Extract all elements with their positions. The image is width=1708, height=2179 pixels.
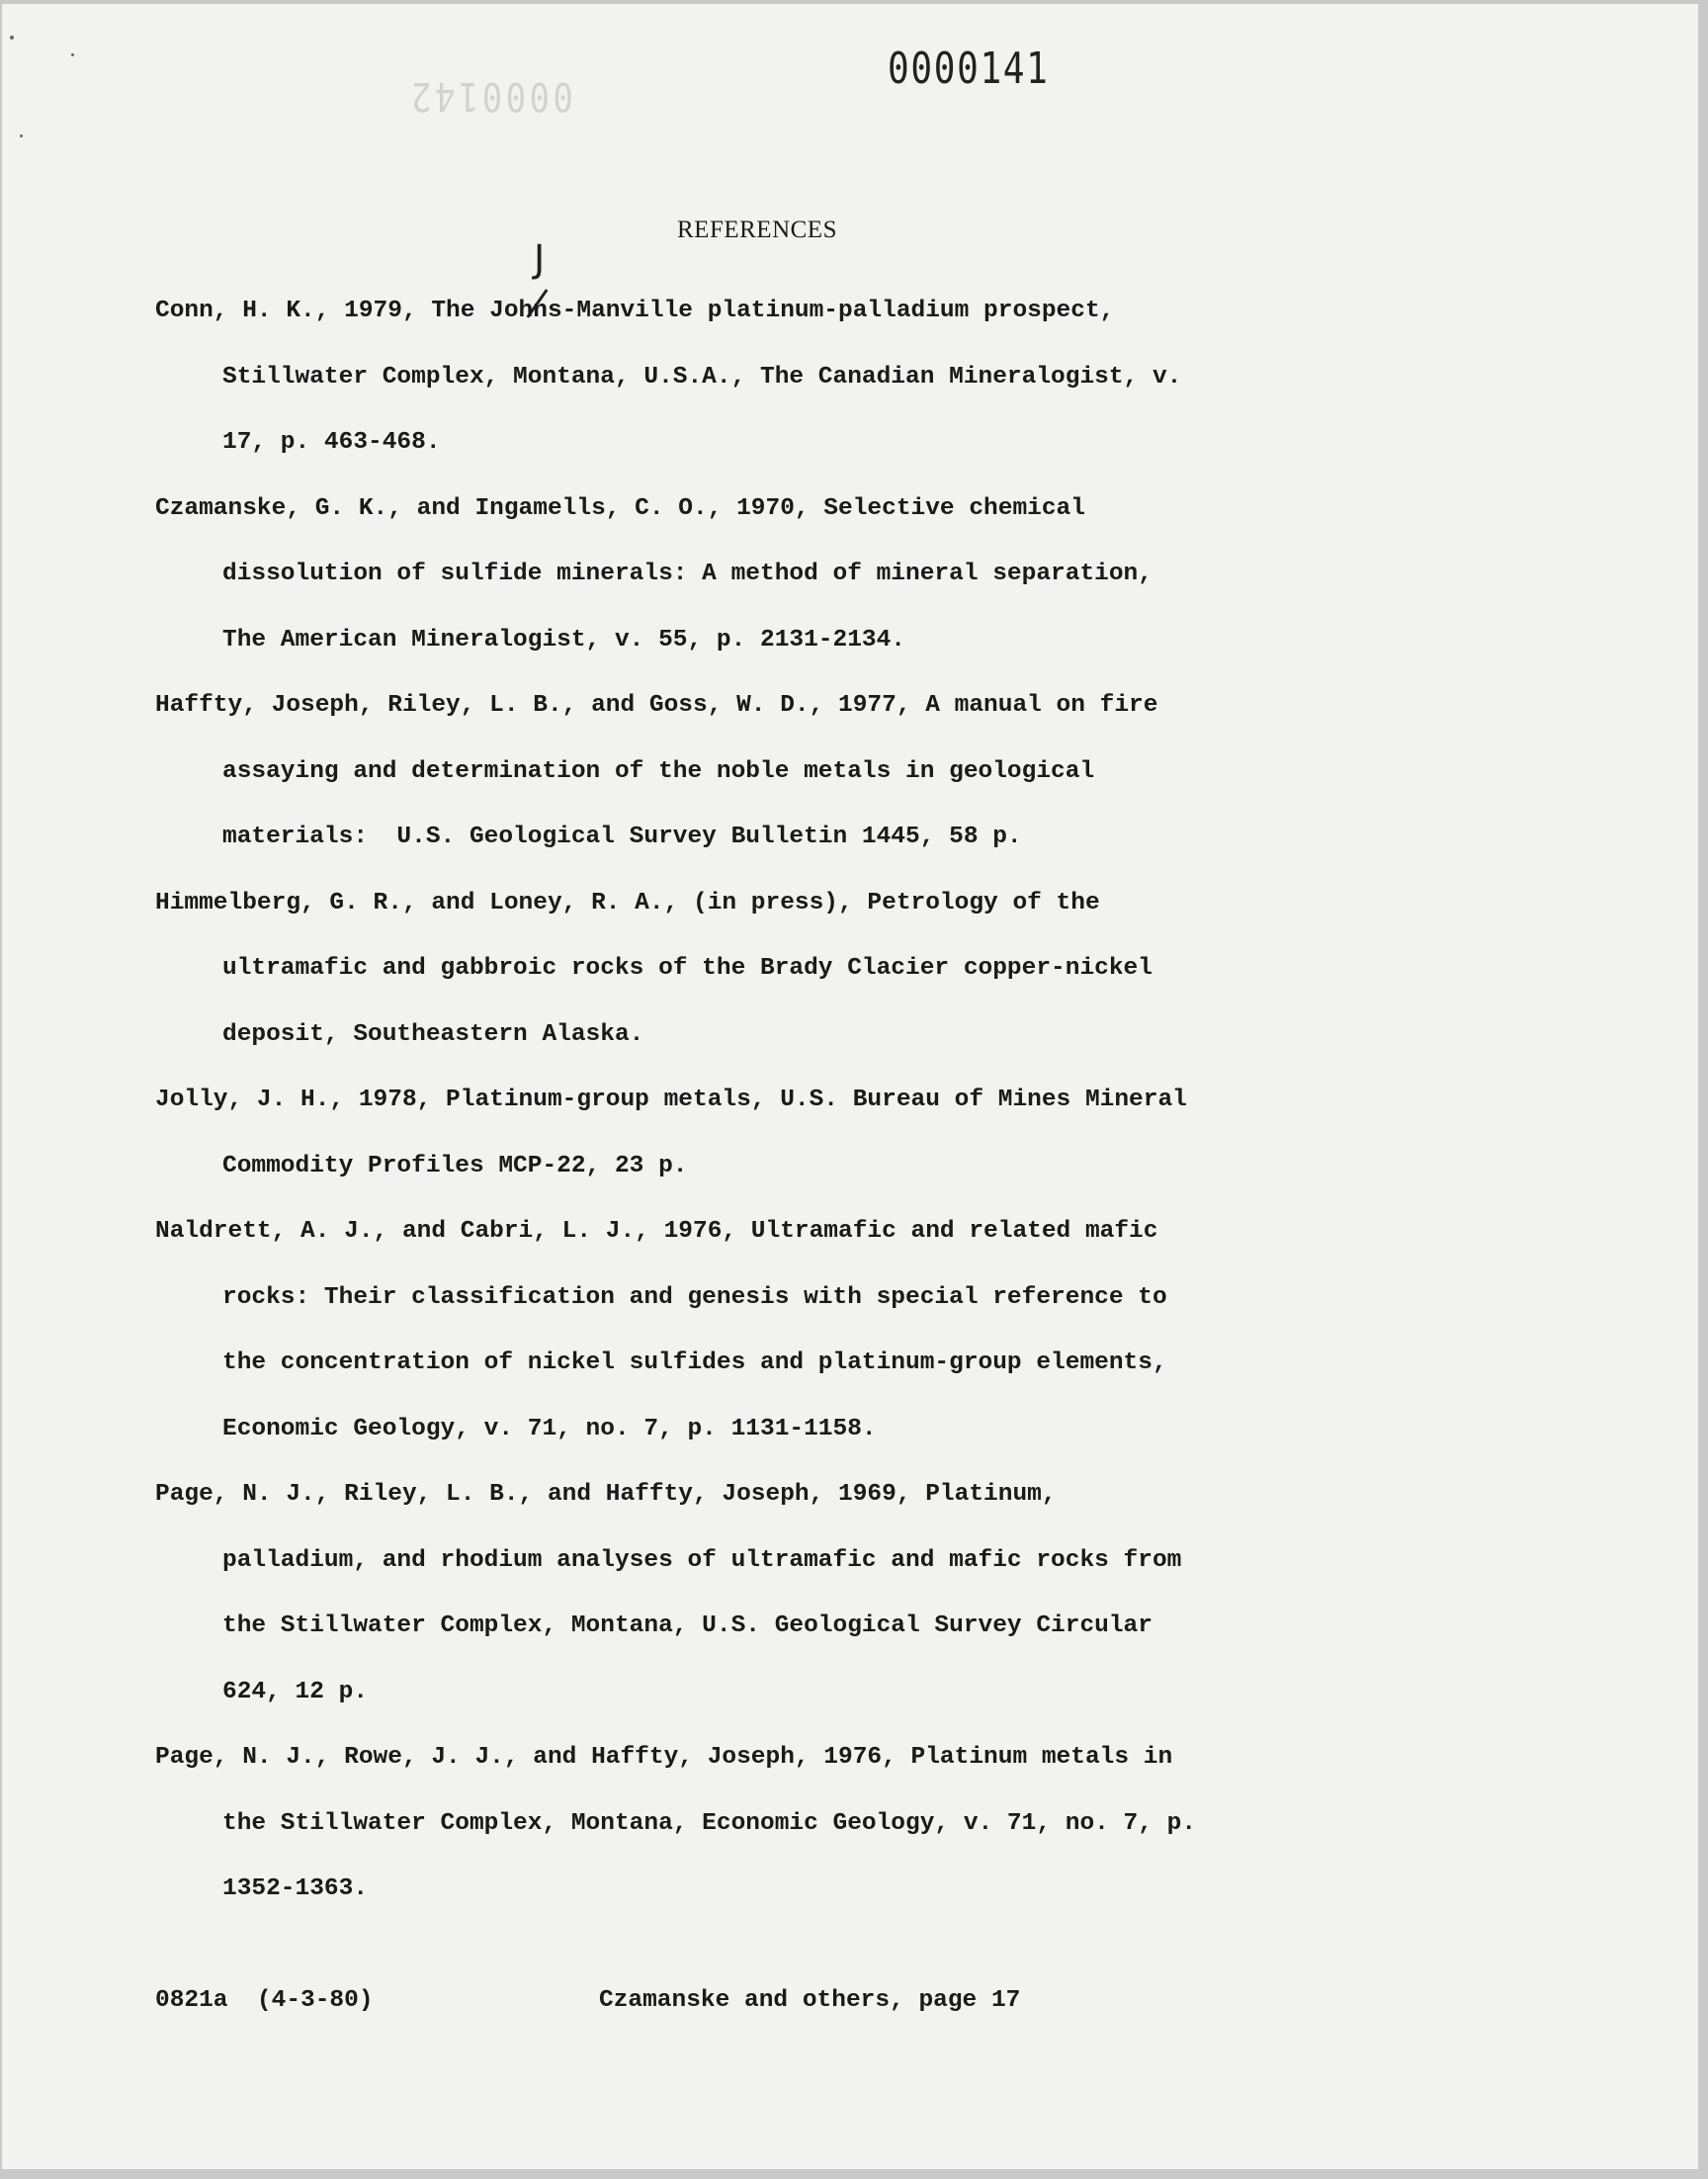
reference-first-line: Himmelberg, G. R., and Loney, R. A., (in press), Petrology of the [155,889,1100,916]
reference-continuation-line: the concentration of nickel sulfides and platinum-group elements, [222,1350,1167,1376]
reference-continuation-line: the Stillwater Complex, Montana, Economic Geology, v. 71, no. 7, p. [222,1809,1197,1837]
reference-first-line: Czamanske, G. K., and Ingamells, C. O., 1970, Selective chemical [155,494,1085,522]
document-number-stamp: 0000141 [888,44,1050,94]
scan-speck [71,53,74,56]
reference-first-line: Page, N. J., Riley, L. B., and Haffty, Joseph, 1969, Platinum, [155,1481,1057,1508]
bleed-through-stamp: 0000142 [407,73,573,119]
reference-entry [155,871,1341,1069]
reference-continuation-line: Economic Geology, v. 71, no. 7, p. 1131-1158. [222,1415,877,1442]
reference-entry [155,279,1341,477]
reference-entry [155,1725,1341,1923]
reference-continuation-line: the Stillwater Complex, Montana, U.S. Geological Survey Circular [222,1612,1153,1639]
footer-page-label: Czamanske and others, page 17 [599,1987,1021,2014]
reference-continuation-line: materials: U.S. Geological Survey Bulletin 1445, 58 p. [222,824,1022,850]
reference-continuation-line: rocks: Their classification and genesis with special reference to [222,1283,1167,1311]
reference-first-line: Jolly, J. H., 1978, Platinum-group metals, U.S. Bureau of Mines Mineral [155,1087,1187,1113]
reference-continuation-line: Commodity Profiles MCP-22, 23 p. [222,1152,688,1179]
reference-continuation-line: dissolution of sulfide minerals: A method of mineral separation, [222,561,1153,587]
reference-first-line: Naldrett, A. J., and Cabri, L. J., 1976, Ultramafic and related mafic [155,1218,1158,1245]
reference-continuation-line: assaying and determination of the noble metals in geological [222,757,1095,785]
scan-speck [20,134,23,137]
reference-first-line: Conn, H. K., 1979, The Johns-Manville platinum-palladium prospect, [155,298,1115,324]
scan-speck [10,36,14,40]
reference-entry [155,477,1341,674]
reference-continuation-line: ultramafic and gabbroic rocks of the Brady Clacier copper-nickel [222,955,1153,982]
footer-code: 0821a (4-3-80) [155,1987,374,2014]
reference-entry [155,673,1341,871]
reference-entry [155,1068,1341,1199]
page-title: REFERENCES [677,217,837,243]
reference-continuation-line: 624, 12 p. [222,1678,369,1705]
reference-continuation-line: 1352-1363. [222,1875,369,1902]
reference-continuation-line: 17, p. 463-468. [222,429,441,456]
reference-entry [155,1199,1341,1462]
reference-continuation-line: The American Mineralogist, v. 55, p. 2131-2134. [222,626,906,654]
reference-continuation-line: Stillwater Complex, Montana, U.S.A., The Canadian Mineralogist, v. [222,363,1182,391]
reference-first-line: Page, N. J., Rowe, J. J., and Haffty, Joseph, 1976, Platinum metals in [155,1744,1173,1771]
reference-continuation-line: deposit, Southeastern Alaska. [222,1020,644,1048]
document-page [2,4,1698,2169]
handwritten-correction: J [534,237,546,281]
reference-continuation-line: palladium, and rhodium analyses of ultramafic and mafic rocks from [222,1546,1182,1574]
reference-entry [155,1462,1341,1725]
reference-list [155,279,1341,1923]
reference-first-line: Haffty, Joseph, Riley, L. B., and Goss, W. D., 1977, A manual on fire [155,692,1158,719]
